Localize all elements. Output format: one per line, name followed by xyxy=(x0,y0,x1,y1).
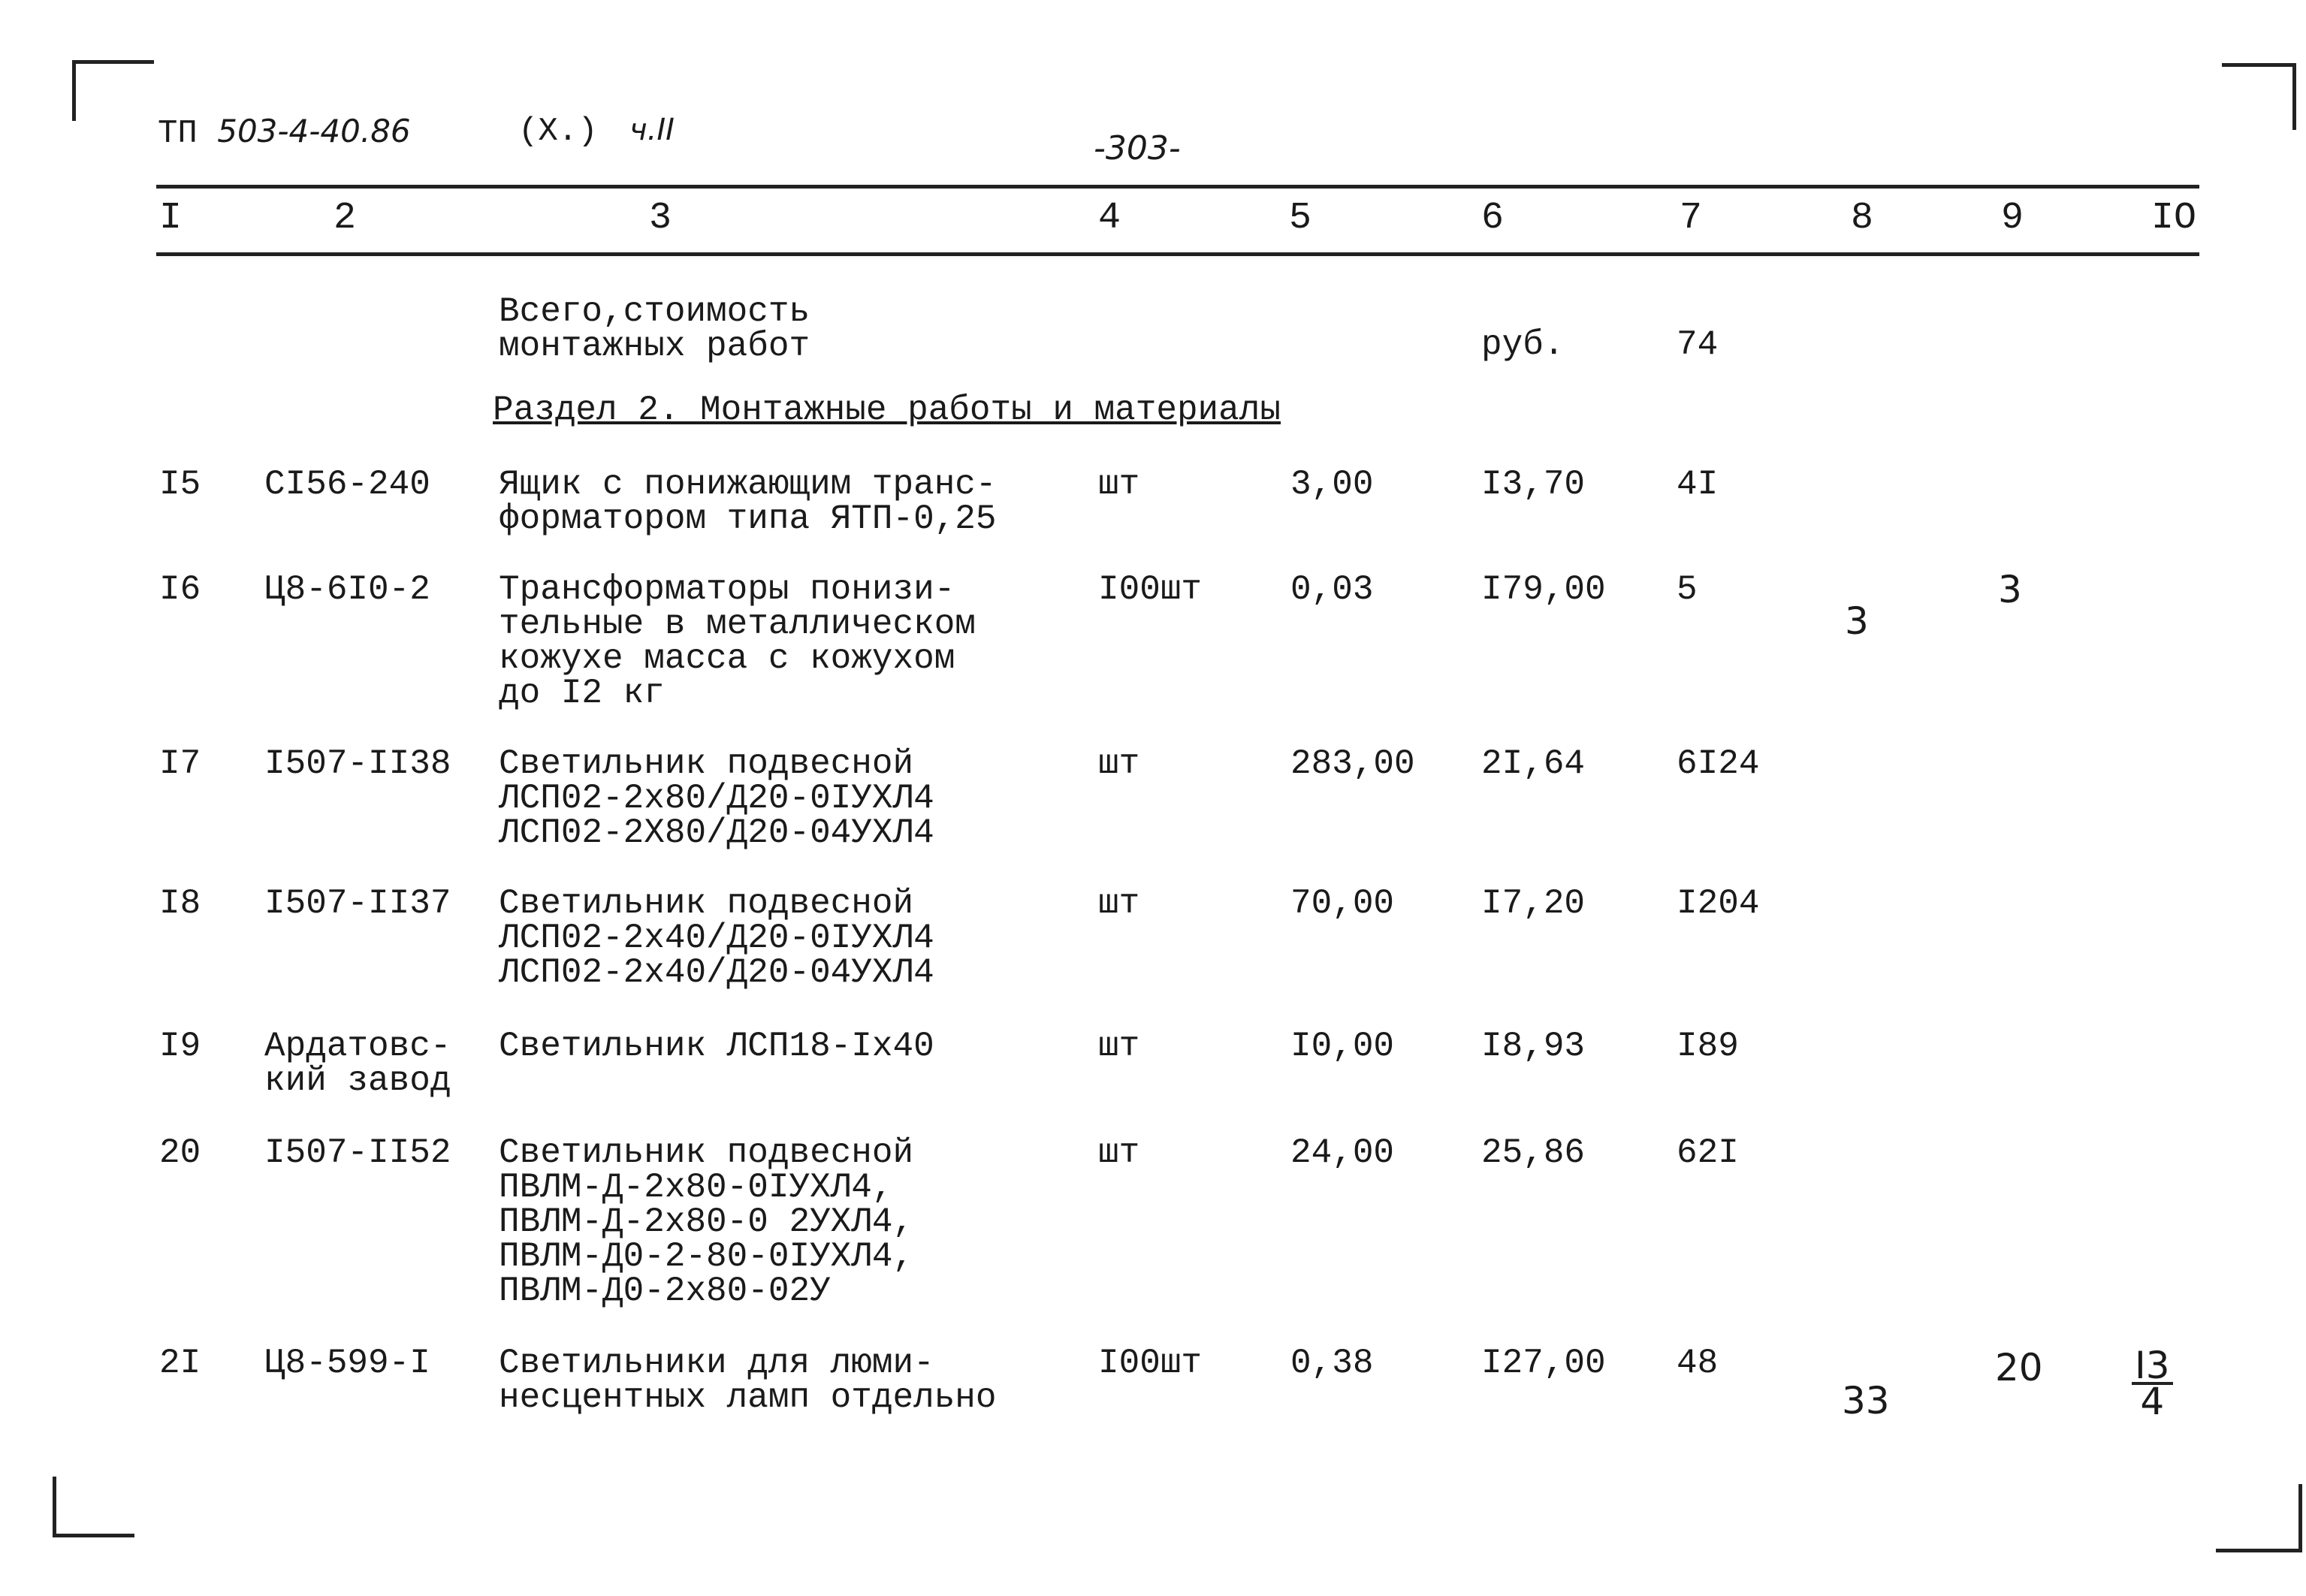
row-price: I27,00 xyxy=(1481,1344,1606,1383)
page-number: -303- xyxy=(1094,129,1181,167)
row-description-line: Светильники для люми- xyxy=(499,1344,934,1383)
corner-mark-top-right xyxy=(2222,63,2296,130)
column-number-7: 7 xyxy=(1680,197,1703,240)
row-description-line: Светильник подвесной xyxy=(499,1133,914,1172)
row-description-line: ЛСП02-2х80/Д20-0IУХЛ4 xyxy=(499,779,934,818)
row-total: I204 xyxy=(1677,884,1760,923)
row-unit: шт xyxy=(1098,744,1140,783)
header-rule-top xyxy=(156,185,2199,189)
row-code-line: Ц8-599-I xyxy=(264,1344,430,1383)
row-price: 25,86 xyxy=(1481,1133,1586,1172)
row-code-line: Ардатовс- xyxy=(264,1027,451,1066)
row-description xyxy=(499,465,997,539)
column-number-10: IO xyxy=(2151,197,2197,240)
row-number: 20 xyxy=(159,1133,201,1172)
row-price: I8,93 xyxy=(1481,1027,1586,1066)
row-code-line: CI56-240 xyxy=(264,465,430,504)
row-description-line: ЛСП02-2х40/Д20-04УХЛ4 xyxy=(499,953,934,992)
row-col8-handwritten: 3 xyxy=(1845,599,1869,643)
row-total: 5 xyxy=(1677,570,1698,609)
row-number: I9 xyxy=(159,1027,201,1066)
row-description-line: до I2 кг xyxy=(499,674,665,713)
row-description-line: ПВЛМ-Д-2х80-0 2УХЛ4, xyxy=(499,1202,914,1242)
row-description xyxy=(499,744,934,852)
row-description-line: несцентных ламп отдельно xyxy=(499,1378,997,1417)
section-mark: (X.) xyxy=(518,113,598,150)
row-description-line: ЛСП02-2Х80/Д20-04УХЛ4 xyxy=(499,813,934,852)
row-price: I7,20 xyxy=(1481,884,1586,923)
fraction-numerator: I3 xyxy=(2132,1349,2173,1385)
row-code-line: I507-II38 xyxy=(264,744,451,783)
row-unit: I00шт xyxy=(1098,1344,1203,1383)
row-unit: шт xyxy=(1098,1027,1140,1066)
row-description-line: Трансформаторы понизи- xyxy=(499,570,955,609)
row-quantity: 283,00 xyxy=(1290,744,1415,783)
row-code xyxy=(264,744,451,783)
row-total: 6I24 xyxy=(1677,744,1760,783)
row-description-line: ЛСП02-2х40/Д20-0IУХЛ4 xyxy=(499,919,934,958)
row-number: I6 xyxy=(159,570,201,609)
row-description xyxy=(499,1027,934,1066)
row-code-line: I507-II52 xyxy=(264,1133,451,1172)
row-number: I7 xyxy=(159,744,201,783)
total-label xyxy=(499,294,810,364)
column-number-3: 3 xyxy=(649,197,672,240)
row-quantity: 70,00 xyxy=(1290,884,1395,923)
row-unit: I00шт xyxy=(1098,570,1203,609)
row-price: I79,00 xyxy=(1481,570,1606,609)
row-quantity: 24,00 xyxy=(1290,1133,1395,1172)
document-code-prefix: ТП xyxy=(158,115,198,152)
row-code xyxy=(264,886,451,921)
column-number-9: 9 xyxy=(2001,197,2024,240)
row-number: I5 xyxy=(159,465,201,504)
row-description xyxy=(499,572,976,711)
row-unit: шт xyxy=(1098,884,1140,923)
row-description xyxy=(499,1133,914,1311)
row-col10-fraction xyxy=(2132,1344,2173,1423)
row-description xyxy=(499,1346,997,1415)
row-quantity: 3,00 xyxy=(1290,465,1374,504)
row-description xyxy=(499,886,934,990)
fraction-denominator: 4 xyxy=(2140,1380,2165,1423)
column-number-2: 2 xyxy=(334,197,357,240)
row-description-line: Ящик с понижающим транс- xyxy=(499,465,997,504)
row-price: I3,70 xyxy=(1481,465,1586,504)
row-col8-handwritten: 33 xyxy=(1842,1379,1890,1423)
row-quantity: 0,38 xyxy=(1290,1344,1374,1383)
row-code-line: кий завод xyxy=(264,1061,451,1100)
total-label-line: Всего,стоимость xyxy=(499,292,810,331)
document-code xyxy=(158,113,411,152)
corner-mark-bottom-left xyxy=(53,1477,134,1537)
section-title: Раздел 2. Монтажные работы и материалы xyxy=(493,391,1281,430)
row-description-line: форматором типа ЯТП-0,25 xyxy=(499,499,997,539)
row-number: I8 xyxy=(159,884,201,923)
column-number-6: 6 xyxy=(1481,197,1505,240)
row-unit: шт xyxy=(1098,1133,1140,1172)
row-total: 62I xyxy=(1677,1133,1739,1172)
corner-mark-bottom-right xyxy=(2216,1484,2302,1552)
row-quantity: I0,00 xyxy=(1290,1027,1395,1066)
row-code xyxy=(264,467,430,502)
row-description-line: ПВЛМ-Д0-2-80-0IУХЛ4, xyxy=(499,1237,914,1276)
row-description-line: Светильник подвесной xyxy=(499,884,914,923)
row-code-line: Ц8-6I0-2 xyxy=(264,570,430,609)
column-number-1: I xyxy=(159,197,183,240)
row-code xyxy=(264,1029,451,1098)
row-total: I89 xyxy=(1677,1027,1739,1066)
row-number: 2I xyxy=(159,1344,201,1383)
row-code xyxy=(264,1133,451,1172)
total-value: 74 xyxy=(1677,325,1719,364)
row-description-line: ПВЛМ-Д-2х80-0IУХЛ4, xyxy=(499,1168,893,1207)
row-description-line: Светильник ЛСП18-Iх40 xyxy=(499,1027,934,1066)
row-description-line: Светильник подвесной xyxy=(499,744,914,783)
row-col9-handwritten: 3 xyxy=(1998,568,2022,611)
row-code-line: I507-II37 xyxy=(264,884,451,923)
document-code-number: 503-4-40.86 xyxy=(217,113,411,149)
corner-mark-top-left xyxy=(72,60,154,121)
row-description-line: кожухе масса с кожухом xyxy=(499,639,955,678)
row-description-line: ПВЛМ-Д0-2х80-02У xyxy=(499,1272,831,1311)
row-code xyxy=(264,1344,430,1383)
row-total: 48 xyxy=(1677,1344,1719,1383)
row-code xyxy=(264,572,430,607)
header-rule-bottom xyxy=(156,252,2199,256)
total-label-line: монтажных работ xyxy=(499,327,810,366)
row-col9-handwritten: 20 xyxy=(1995,1346,2043,1389)
row-description-line: тельные в металлическом xyxy=(499,605,976,644)
column-number-5: 5 xyxy=(1289,197,1312,240)
row-quantity: 0,03 xyxy=(1290,570,1374,609)
part-mark: ч.II xyxy=(629,113,675,147)
column-number-4: 4 xyxy=(1098,197,1121,240)
row-unit: шт xyxy=(1098,465,1140,504)
row-total: 4I xyxy=(1677,465,1719,504)
column-number-8: 8 xyxy=(1851,197,1874,240)
total-unit: руб. xyxy=(1481,325,1565,364)
row-price: 2I,64 xyxy=(1481,744,1586,783)
